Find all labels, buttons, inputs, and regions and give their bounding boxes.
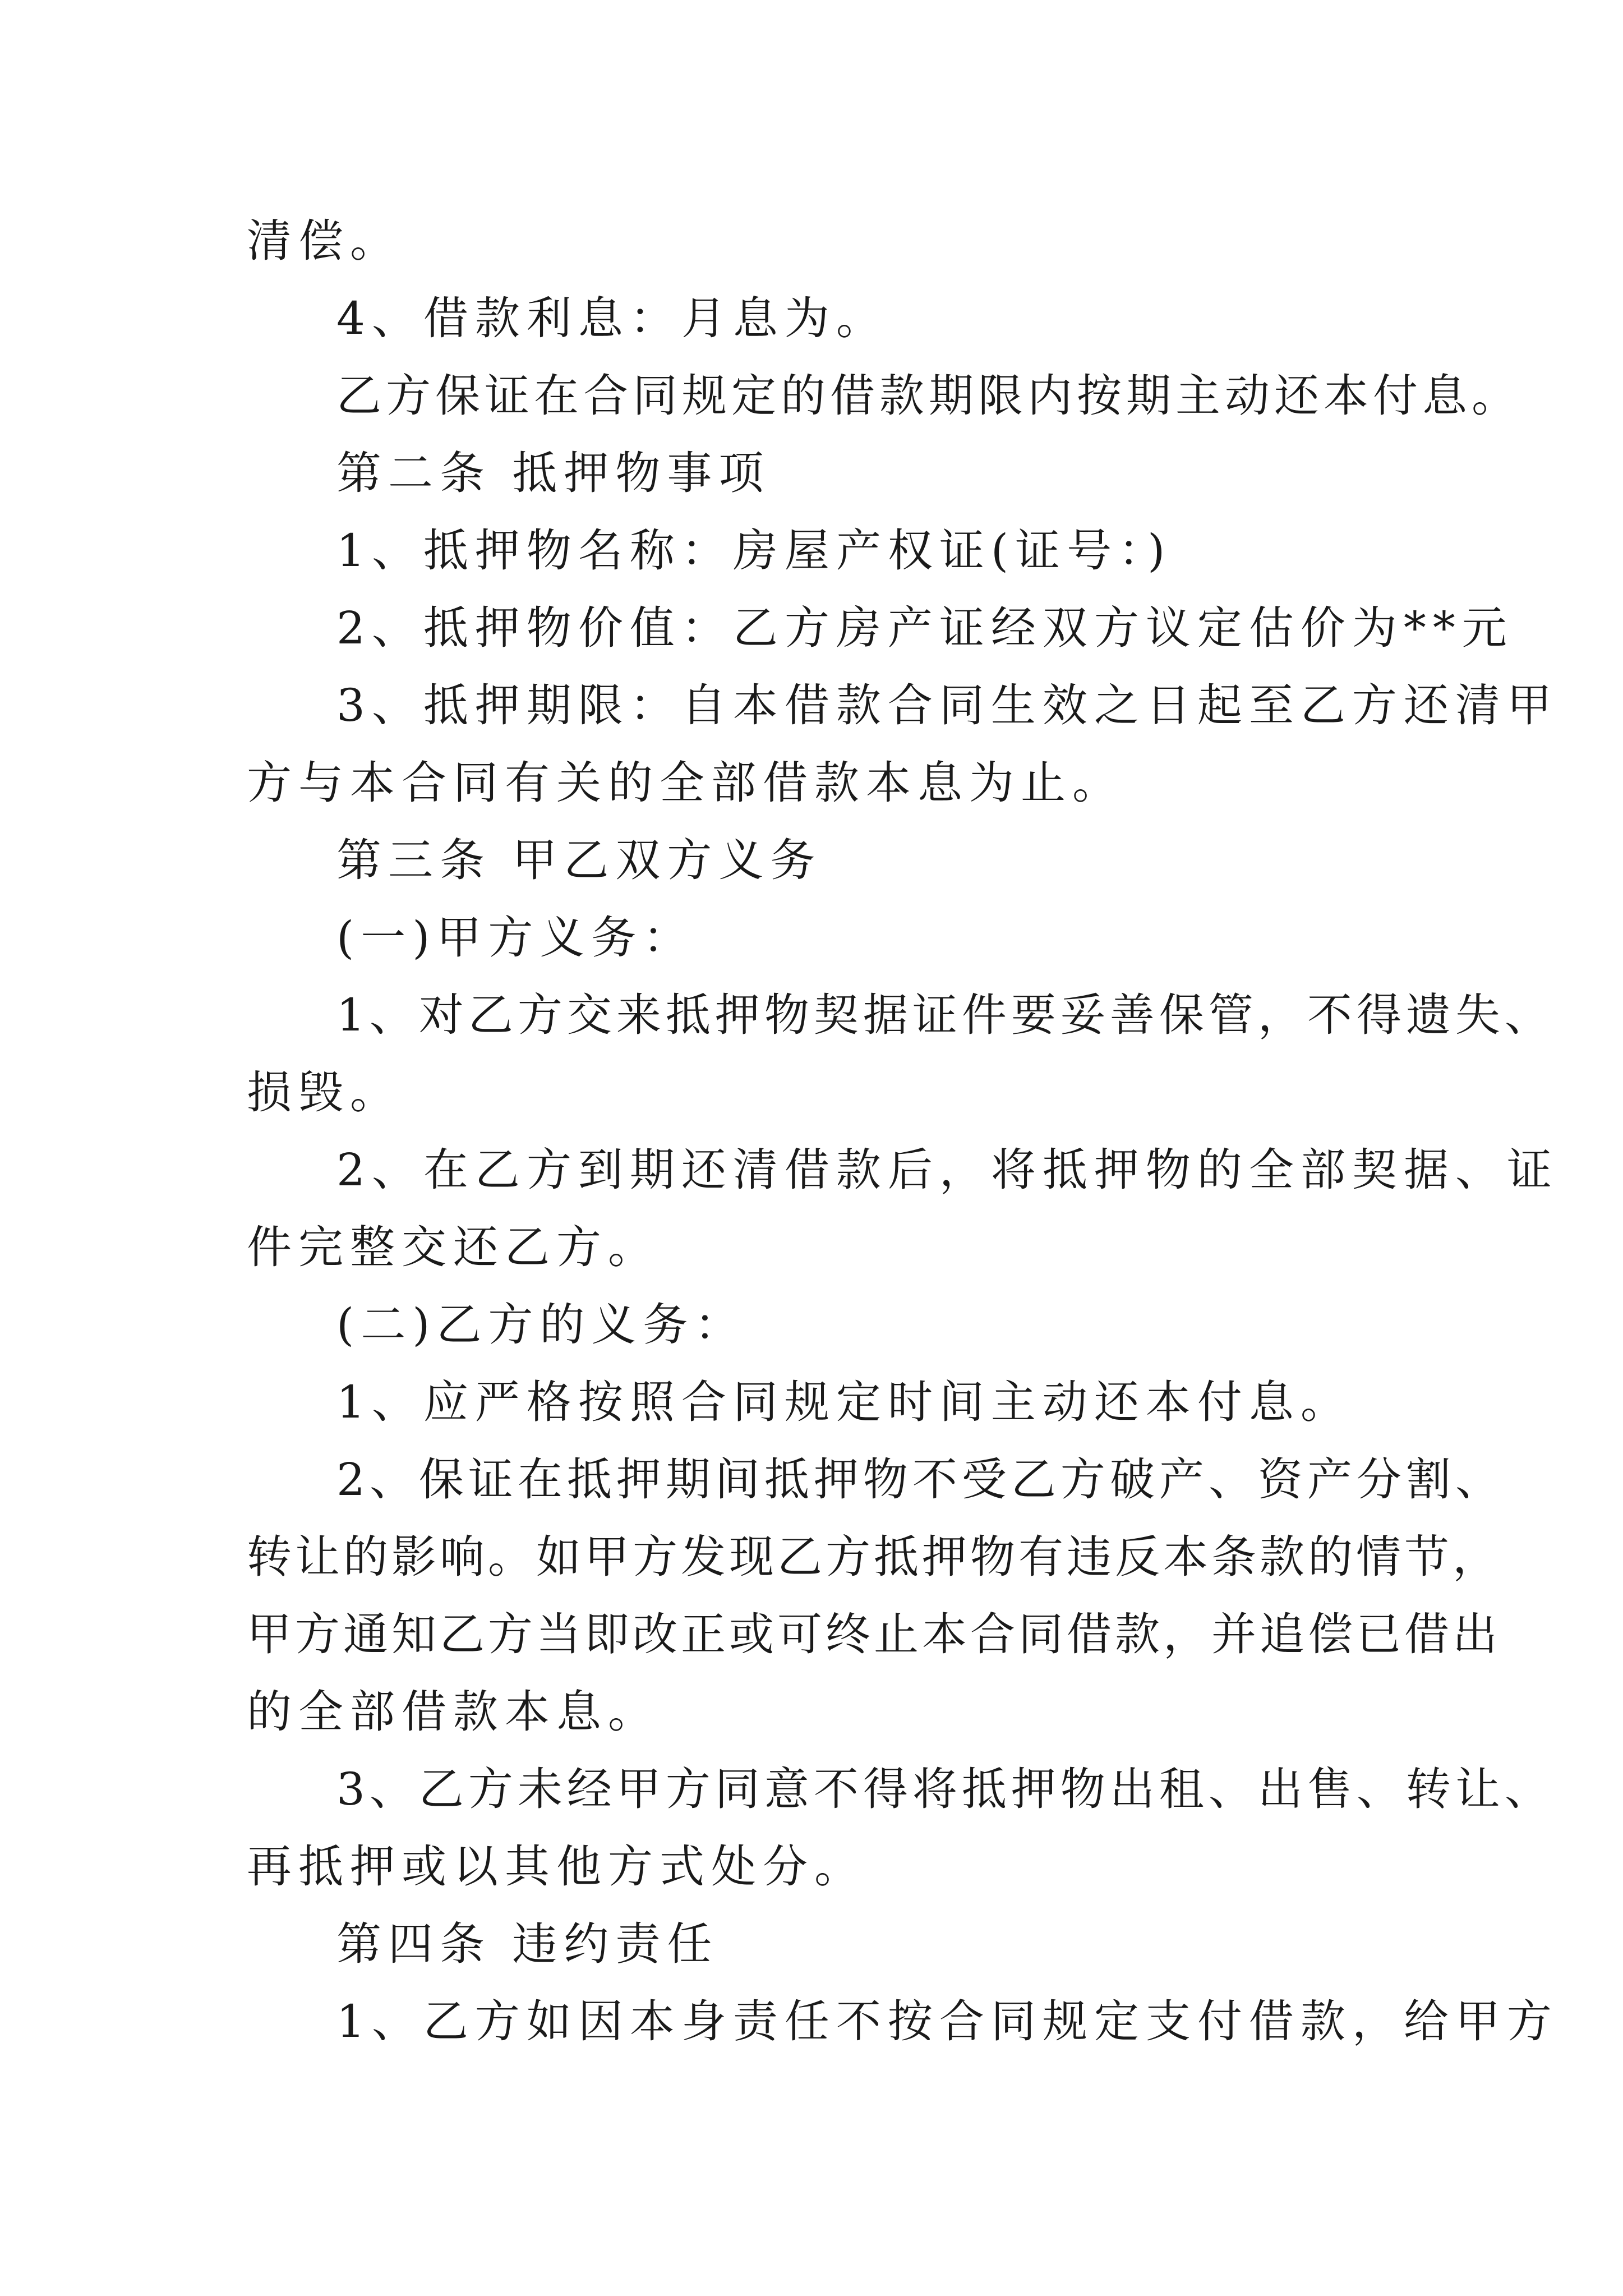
text-line: 1、对乙方交来抵押物契据证件要妥善保管，不得遗失、 [336, 989, 1554, 1041]
text-line: 2、在乙方到期还清借款后，将抵押物的全部契据、证 [336, 1144, 1559, 1196]
text-line: 乙方保证在合同规定的借款期限内按期主动还本付息。 [336, 370, 1521, 422]
text-line: 2、抵押物价值：乙方房产证经双方议定估价为**元 [336, 602, 1514, 654]
text-line: 4、借款利息：月息为。 [336, 292, 888, 344]
text-line: 再抵押或以其他方式处分。 [247, 1841, 866, 1893]
text-line: 2、保证在抵押期间抵押物不受乙方破产、资产分割、 [336, 1453, 1505, 1506]
text-line: 方与本合同有关的全部借款本息为止。 [247, 757, 1124, 809]
text-line: 1、乙方如因本身责任不按合同规定支付借款，给甲方 [336, 1995, 1559, 2047]
text-line: 转让的影响。如甲方发现乙方抵押物有违反本条款的情节， [247, 1531, 1501, 1583]
text-line: 清偿。 [247, 215, 402, 267]
text-line: 3、乙方未经甲方同意不得将抵押物出租、出售、转让、 [336, 1763, 1554, 1815]
subsection-heading: (二)乙方的义务： [336, 1299, 746, 1351]
text-line: 1、应严格按照合同规定时间主动还本付息。 [336, 1376, 1352, 1428]
text-line: 3、抵押期限：自本借款合同生效之日起至乙方还清甲 [336, 679, 1559, 731]
section-heading: 第四条 违约责任 [336, 1918, 719, 1970]
text-line: 件完整交还乙方。 [247, 1221, 660, 1273]
text-line: 甲方通知乙方当即改正或可终止本合同借款，并追偿已借出 [247, 1608, 1501, 1660]
section-heading: 第二条 抵押物事项 [336, 447, 771, 499]
text-line: 1、抵押物名称：房屋产权证(证号：) [336, 524, 1172, 577]
section-heading: 第三条 甲乙双方义务 [336, 834, 822, 886]
subsection-heading: (一)甲方义务： [336, 912, 695, 964]
text-line: 的全部借款本息。 [247, 1686, 660, 1738]
text-line: 损毁。 [247, 1066, 402, 1119]
